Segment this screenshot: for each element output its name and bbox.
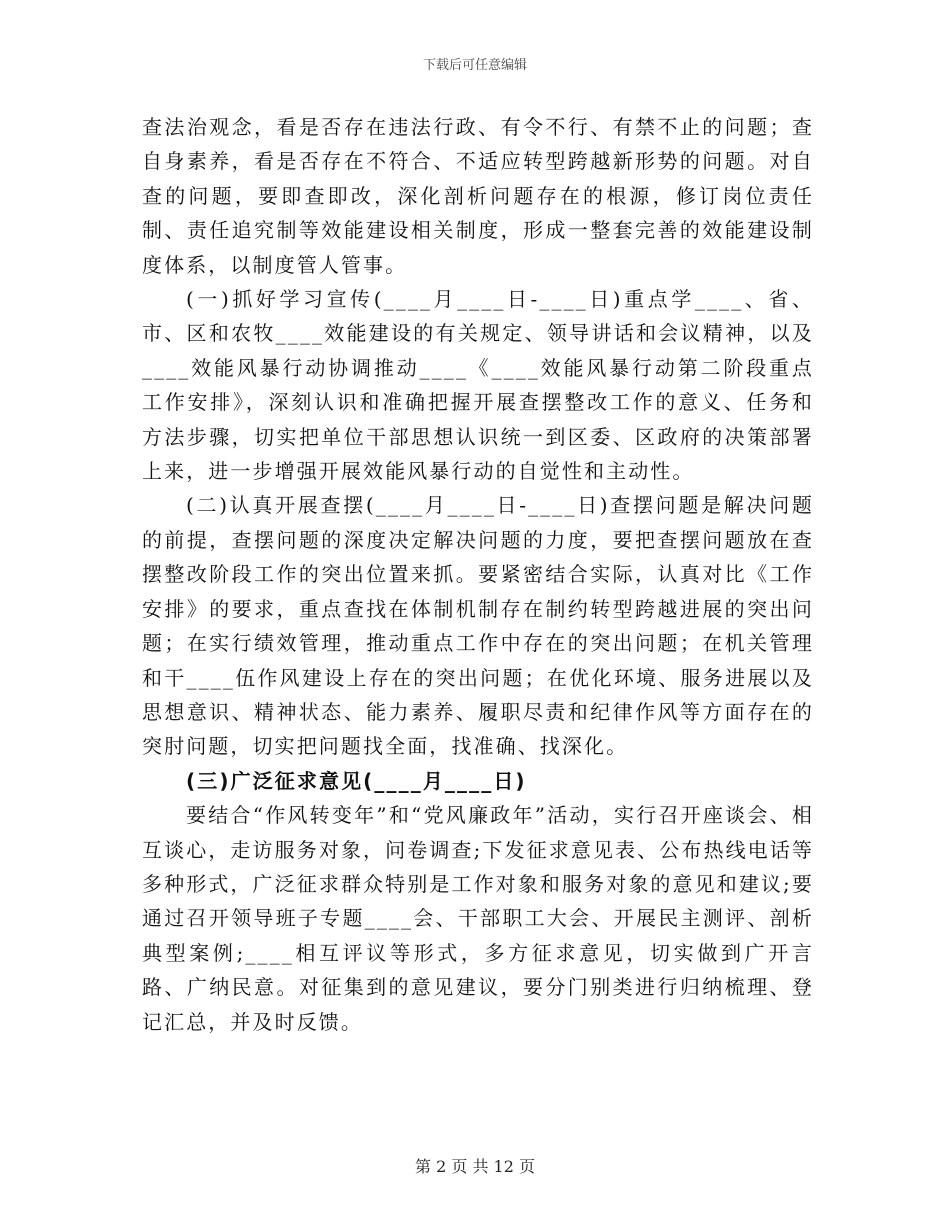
paragraph-self-check: 查法治观念，看是否存在违法行政、有令不行、有禁不止的问题；查自身素养，看是否存在不符合、不适应转型跨越新形势的问题。对自查的问题，要即查即改，深化剖析问题存在的根源，修订岗位责任制、责任追究制等效能建设相关制度，形成一整套完善的效能建设制度体系，以制度管人管事。: [142, 115, 814, 277]
paragraph-problem-finding: (二)认真开展查摆(____月____日-____日)查摆问题是解决问题的前提，查摆问题的深度决定解决问题的力度，要把查摆问题放在查摆整改阶段工作的突出位置来抓。要紧密结合实际，认真对比《工作安排》的要求，重点查找在体制机制存在制约转型跨越进展的突出问题；在实行绩效管理，推动重点工作中存在的突出问题；在机关管理和干____伍作风建设上存在的突出问题；在优化环境、服务进展以及思想意识、精神状态、能力素养、履职尽责和纪律作风等方面存在的突肘问题，切实把问题找全面，找准确、找深化。: [142, 493, 814, 759]
document-body: [142, 110, 814, 1039]
download-note: 下载后可任意编辑: [422, 58, 527, 73]
page-number: 第 2 页 共 12 页: [415, 1157, 535, 1176]
paragraph-study-promotion: (一)抓好学习宣传(____月____日-____日)重点学____、省、市、区和农牧____效能建设的有关规定、领导讲话和会议精神，以及____效能风暴行动协调推动____《____效能风暴行动第二阶段重点工作安排》，深刻认识和准确把握开展查摆整改工作的意义、任务和方法步骤，切实把单位干部思想认识统一到区委、区政府的决策部署上来，进一步增强开展效能风暴行动的自觉性和主动性。: [142, 287, 814, 484]
paragraph-collect-opinions: 要结合“作风转变年”和“党风廉政年”活动，实行召开座谈会、相互谈心，走访服务对象，问卷调查;下发征求意见表、公布热线电话等多种形式，广泛征求群众特别是工作对象和服务对象的意见和建议;要通过召开领导班子专题____会、干部职工大会、开展民主测评、剖析典型案例;____相互评议等形式，多方征求意见，切实做到广开言路、广纳民意。对征集到的意见建议，要分门别类进行归纳梳理、登记汇总，并及时反馈。: [142, 803, 814, 1034]
section-heading-opinions: (三)广泛征求意见(____月____日): [186, 768, 527, 793]
